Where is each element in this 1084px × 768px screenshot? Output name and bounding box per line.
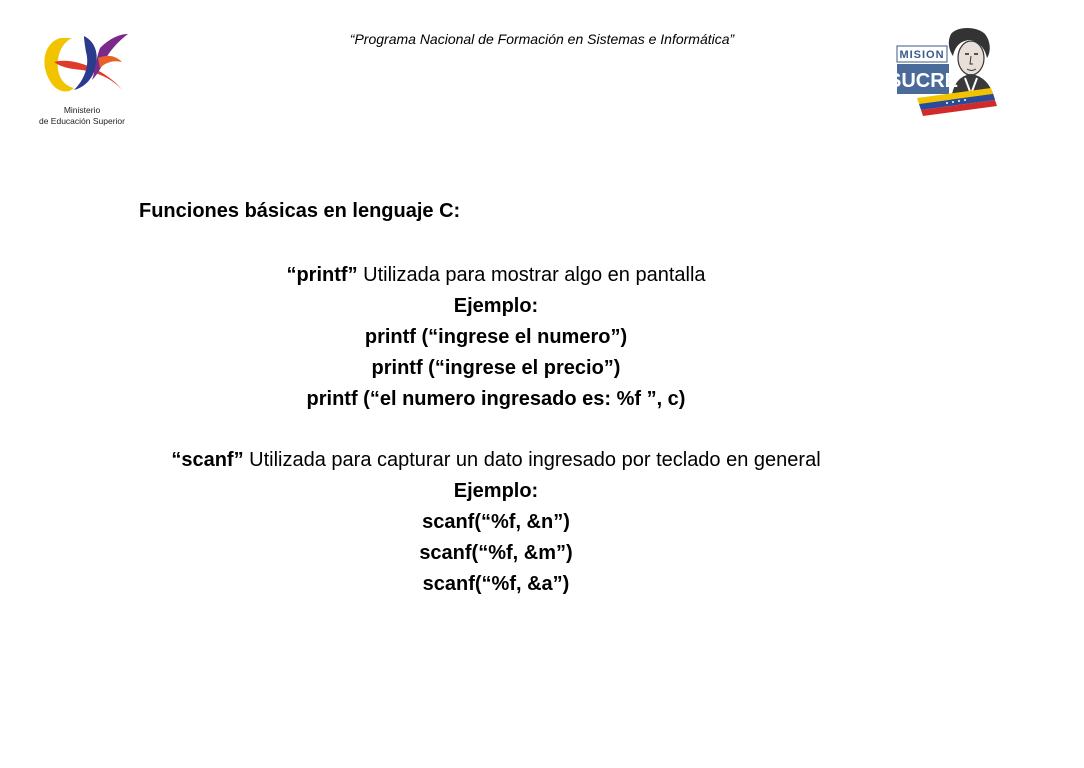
- printf-keyword: “printf”: [286, 264, 358, 286]
- scanf-section: [130, 445, 862, 600]
- scanf-example-3: scanf(“%f, &a”): [422, 573, 570, 595]
- scanf-description: Utilizada para capturar un dato ingresado por teclado en general: [243, 449, 821, 471]
- mision-word: MISION: [899, 49, 945, 61]
- printf-description: Utilizada para mostrar algo en pantalla: [357, 264, 706, 286]
- printf-example-3: printf (“el numero ingresado es: %f ”, c): [306, 388, 686, 410]
- printf-example-2: printf (“ingrese el precio”): [371, 357, 621, 379]
- scanf-description-line: [130, 445, 862, 476]
- printf-example-1: printf (“ingrese el numero”): [364, 326, 628, 348]
- mision-sucre-logo-icon: [887, 24, 1001, 120]
- mision-sucre-logo: [887, 24, 1001, 120]
- sucre-word: SUCRE: [887, 70, 959, 92]
- ministerio-caption: [32, 105, 132, 127]
- printf-section: [130, 260, 862, 415]
- ministerio-educacion-superior-logo-icon: [38, 28, 138, 106]
- content-heading: Funciones básicas en lenguaje C:: [139, 200, 461, 222]
- scanf-example-1: scanf(“%f, &n”): [422, 511, 570, 533]
- scanf-example-label: Ejemplo:: [453, 480, 539, 502]
- scanf-example-2: scanf(“%f, &m”): [419, 542, 573, 564]
- printf-description-line: [130, 260, 862, 291]
- scanf-keyword: “scanf”: [171, 449, 244, 471]
- ministerio-caption-line2: de Educación Superior: [38, 116, 125, 126]
- ministerio-caption-line1: Ministerio: [63, 105, 101, 115]
- printf-example-label: Ejemplo:: [453, 295, 539, 317]
- header-title: “Programa Nacional de Formación en Sistemas e Informática”: [349, 31, 735, 47]
